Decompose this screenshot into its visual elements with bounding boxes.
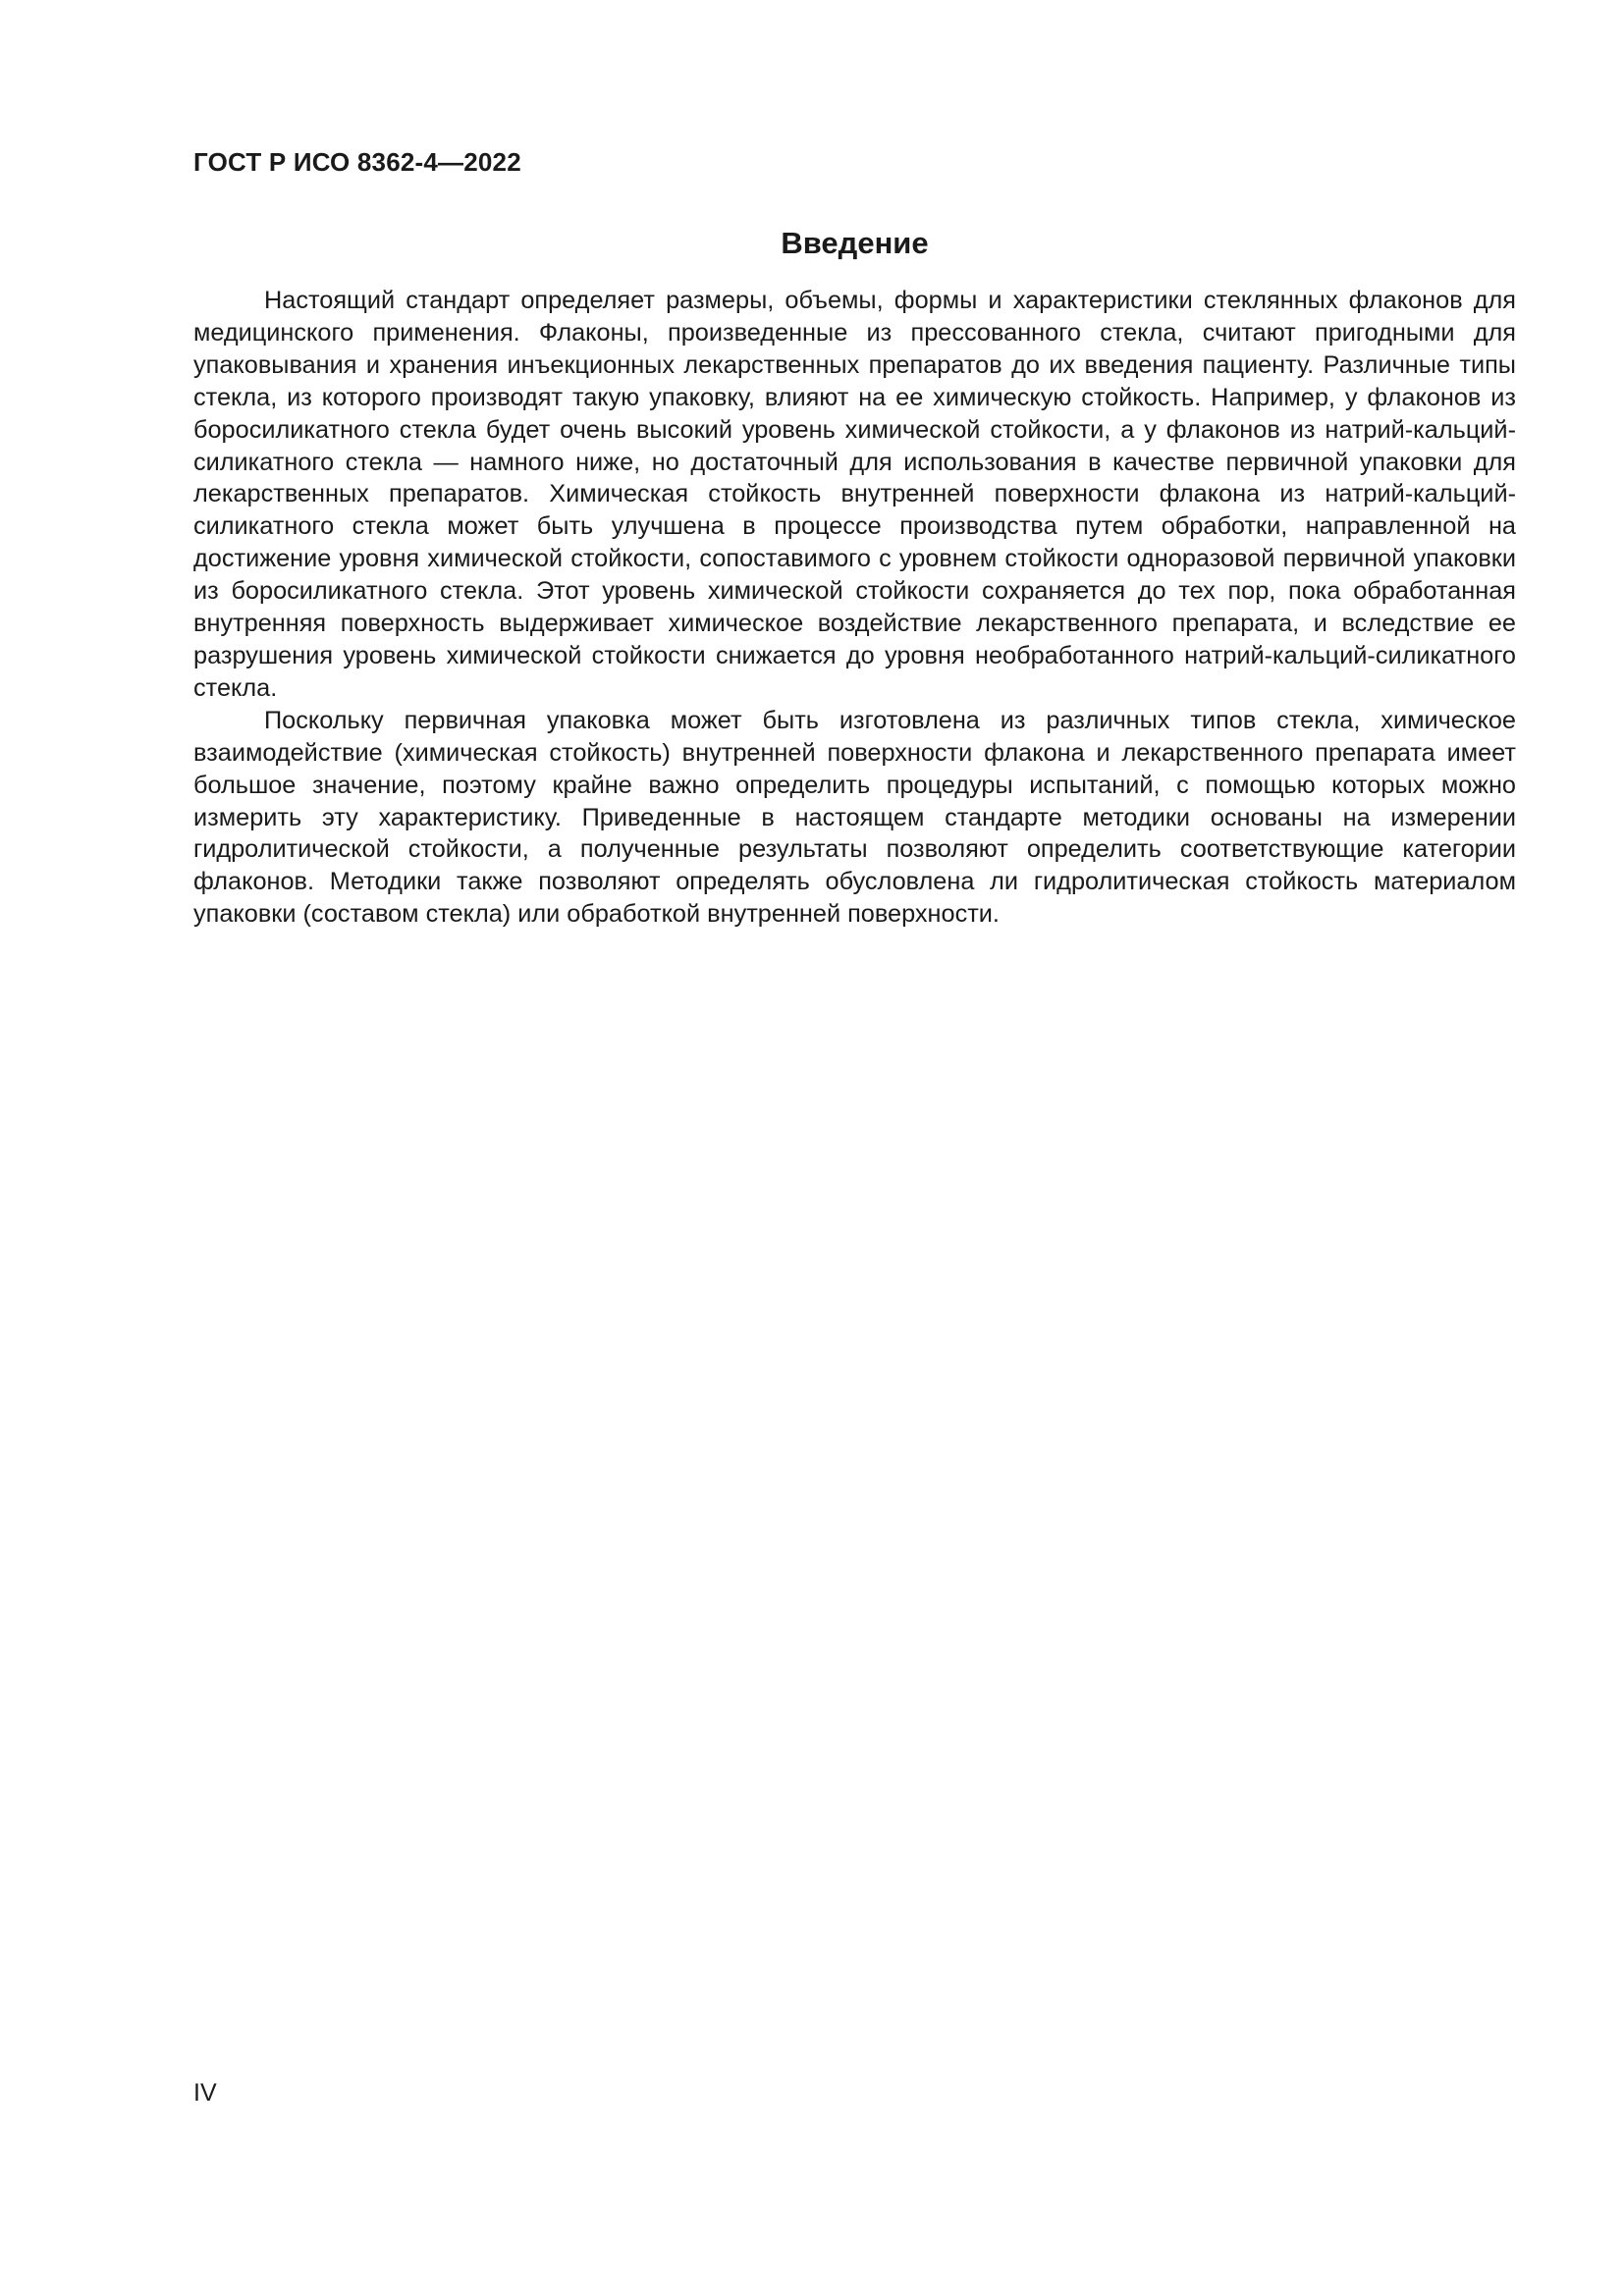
page-number: IV [193,2079,217,2107]
standard-code-header: ГОСТ Р ИСО 8362-4—2022 [193,147,521,177]
paragraph-2: Поскольку первичная упаковка может быть изготовлена из различных типов стекла, химическое взаимодействие (химическая стойкость) внутренней поверхности флакона и лекарственного препарата имеет большое значение, поэтому крайне важно определить процедуры испытаний, с помощью которых можно измерить эту характеристику. Приведенные в настоящем стандарте методики основаны на измерении гидролитической стойкости, а полученные результаты позволяют определить соответствующие категории флаконов. Методики также позволяют определять обусловлена ли гидролитическая стойкость материалом упаковки (составом стекла) или обработкой внутренней поверхности. [193,706,1516,929]
paragraph-1: Настоящий стандарт определяет размеры, объемы, формы и характеристики стеклянных флаконов для медицинского применения. Флаконы, произведенные из прессованного стекла, считают пригодными для упаковывания и хранения инъекционных лекарственных препаратов до их введения пациенту. Различные типы стекла, из которого производят такую упаковку, влияют на ее химическую стойкость. Например, у флаконов из боросиликатного стекла будет очень высокий уровень химической стойкости, а у флаконов из натрий-кальций-силикатного стекла — намного ниже, но достаточный для использования в качестве первичной упаковки для лекарственных препаратов. Химическая стойкость внутренней поверхности флакона из натрий-кальций-силикатного стекла может быть улучшена в процессе производства путем обработки, направленной на достижение уровня химической стойкости, сопоставимого с уровнем стойкости одноразовой первичной упаковки из боросиликатного стекла. Этот уровень химической стойкости сохраняется до тех пор, пока обработанная внутренняя поверхность выдерживает химическое воздействие лекарственного препарата, и вследствие ее разрушения уровень химической стойкости снижается до уровня необработанного натрий-кальций-силикатного стекла. [193,287,1516,702]
section-title: Введение [781,226,929,260]
document-body [193,285,1516,931]
